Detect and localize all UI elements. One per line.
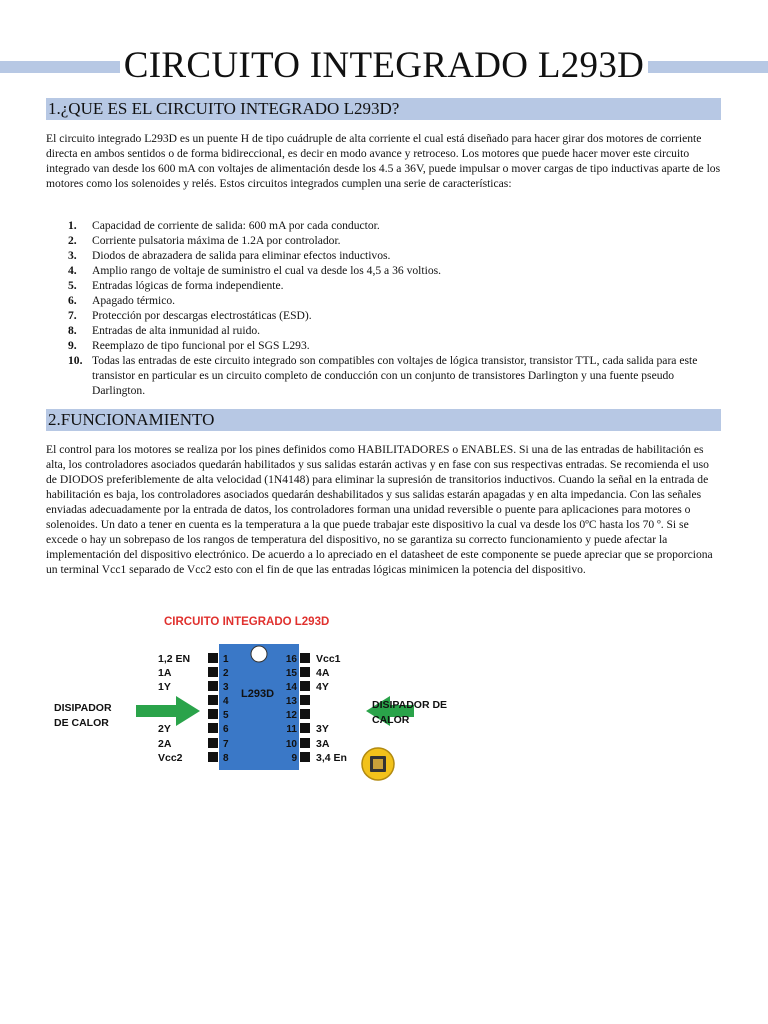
pin-left [208,738,218,748]
feature-item [46,218,722,233]
heatsink-right-label-2: CALOR [372,714,410,726]
pin-number: 5 [223,710,229,721]
chip-notch [251,646,267,662]
pin-right [300,667,310,677]
feature-item [46,338,722,353]
pin-number: 2 [223,668,229,679]
heatsink-left-label-1: DISIPADOR [54,702,112,714]
pin-right [300,709,310,719]
feature-text: Corriente pulsatoria máxima de 1.2A por controlador. [92,234,341,247]
pin-number: 11 [286,724,297,735]
pin-label: Vcc1 [316,653,341,665]
pin-number: 13 [285,696,297,707]
pin-number: 14 [285,682,297,693]
pin-right [300,681,310,691]
document-title [0,44,768,88]
section-heading-1: 1.¿QUE ES EL CIRCUITO INTEGRADO L293D? [46,98,721,120]
feature-number: 9. [68,339,77,352]
pin-number: 4 [223,696,229,707]
feature-number: 2. [68,234,77,247]
section-1-intro: El circuito integrado L293D es un puente H de tipo cuádruple de alta corriente el cual está diseñado para hacer girar dos motores de corriente directa en ambos sentidos o de forma bidireccional, es decir en modo avance y retroceso. Los motores que puede hacer mover este circuito integrado van desde los 600 mA con voltajes de alimentación desde los 4.5 a 36V, puede impulsar o mover cargas de tipo inductivas aparte de los motores como los solenoides y relés. Estos circuitos integrados cumplen una serie de características: [46,132,721,190]
feature-text: Apagado térmico. [92,294,176,307]
feature-text: Protección por descargas electrostáticas (ESD). [92,309,312,322]
pin-left [208,667,218,677]
pin-label: 3A [316,738,330,750]
features-list [46,218,722,398]
feature-number: 6. [68,294,77,307]
heatsink-left-label-2: DE CALOR [54,717,109,729]
feature-item [46,263,722,278]
pin-right [300,695,310,705]
feature-text: Entradas de alta inmunidad al ruido. [92,324,261,337]
pin-number: 12 [285,710,297,721]
pin-label: 4A [316,667,330,679]
feature-text: Entradas lógicas de forma independiente. [92,279,284,292]
chip-label: L293D [241,688,275,700]
feature-text: Diodos de abrazadera de salida para eliminar efectos inductivos. [92,249,391,262]
pin-right [300,653,310,663]
pinout-diagram [46,608,476,793]
figure-title: CIRCUITO INTEGRADO L293D [164,616,330,628]
pin-number: 6 [223,724,229,735]
pin-left [208,723,218,733]
section-2-body: El control para los motores se realiza por los pines definidos como HABILITADORES o ENABLES. Si una de las entradas de habilitación es alta, los controladores asociados quedarán habilitados y sus salidas estarán activas y en fase con sus respectivas entradas. Se recomienda el uso de DIODOS preferiblemente de alta velocidad (1N4148) para eliminar la supresión de transitorios inductivos. Cuando la señal en la entrada de habilitación es baja, los controladores asociados quedarán deshabilitados y sus salidas estarán apagadas y en alta impedancia. Con las señales enviadas adecuadamente por la entrada de datos, los controladores forman una unidad reversible o puente para aplicaciones para motores o solenoides. Un dato a tener en cuenta es la temperatura a la que puede trabajar este dispositivo la cual va desde los 0ºC hasta los 70 º. Si se excede o hay un sobrepaso de los rangos de temperatura del dispositivo, no se garantiza su correcto funcionamiento y puede afectar la implementación del dispositivo electrónico. De acuerdo a lo apreciado en el datasheet de este componente se puede apreciar que se proporciona un terminal Vcc1 separado de Vcc2 esto con el fin de que las entradas lógicas minimicen la potencia del dispositivo. [46,443,713,576]
feature-item [46,308,722,323]
pin-number: 8 [223,753,229,764]
pin-right [300,738,310,748]
feature-number: 4. [68,264,77,277]
pin-label: 3,4 En [316,752,347,764]
pin-number: 7 [223,739,229,750]
feature-number: 7. [68,309,77,322]
feature-number: 3. [68,249,77,262]
l293d-pinout-figure [46,608,476,793]
pin-label: Vcc2 [158,752,183,764]
pin-right [300,752,310,762]
feature-text: Capacidad de corriente de salida: 600 mA por cada conductor. [92,219,380,232]
feature-text: Todas las entradas de este circuito integrado son compatibles con voltajes de lógica transistor, transistor TTL, cada salida para este transistor en particular es un circuito completo de conducción con un conjunto de transistores Darlington y una fuente pseudo Darlington. [92,354,698,397]
pin-left [208,653,218,663]
pin-label: 1A [158,667,172,679]
feature-item [46,233,722,248]
pin-number: 3 [223,682,229,693]
feature-item [46,353,722,398]
feature-item [46,248,722,263]
document-title-text: CIRCUITO INTEGRADO L293D [120,45,648,86]
pin-number: 16 [285,654,297,665]
section-heading-2: 2.FUNCIONAMIENTO [46,409,721,431]
pin-left [208,681,218,691]
pin-right [300,723,310,733]
pin-left [208,695,218,705]
chip-badge-icon [362,748,394,780]
feature-number: 5. [68,279,77,292]
pin-label: 3Y [316,723,329,735]
feature-item [46,323,722,338]
feature-item [46,278,722,293]
pin-left [208,709,218,719]
feature-number: 8. [68,324,77,337]
feature-number: 1. [68,219,77,232]
pin-label: 2A [158,738,172,750]
pin-number: 10 [285,739,297,750]
pin-number: 9 [291,753,297,764]
pin-number: 1 [223,654,229,665]
pin-left [208,752,218,762]
feature-number: 10. [68,354,83,367]
pin-label: 1Y [158,681,171,693]
feature-text: Amplio rango de voltaje de suministro el cual va desde los 4,5 a 36 voltios. [92,264,442,277]
pin-number: 15 [285,668,297,679]
pin-label: 1,2 EN [158,653,191,665]
arrow-right-icon [136,696,200,726]
feature-item [46,293,722,308]
feature-text: Reemplazo de tipo funcional por el SGS L293. [92,339,310,352]
pin-label: 4Y [316,681,329,693]
heatsink-right-label-1: DISIPADOR DE [372,699,448,711]
pin-label: 2Y [158,723,171,735]
